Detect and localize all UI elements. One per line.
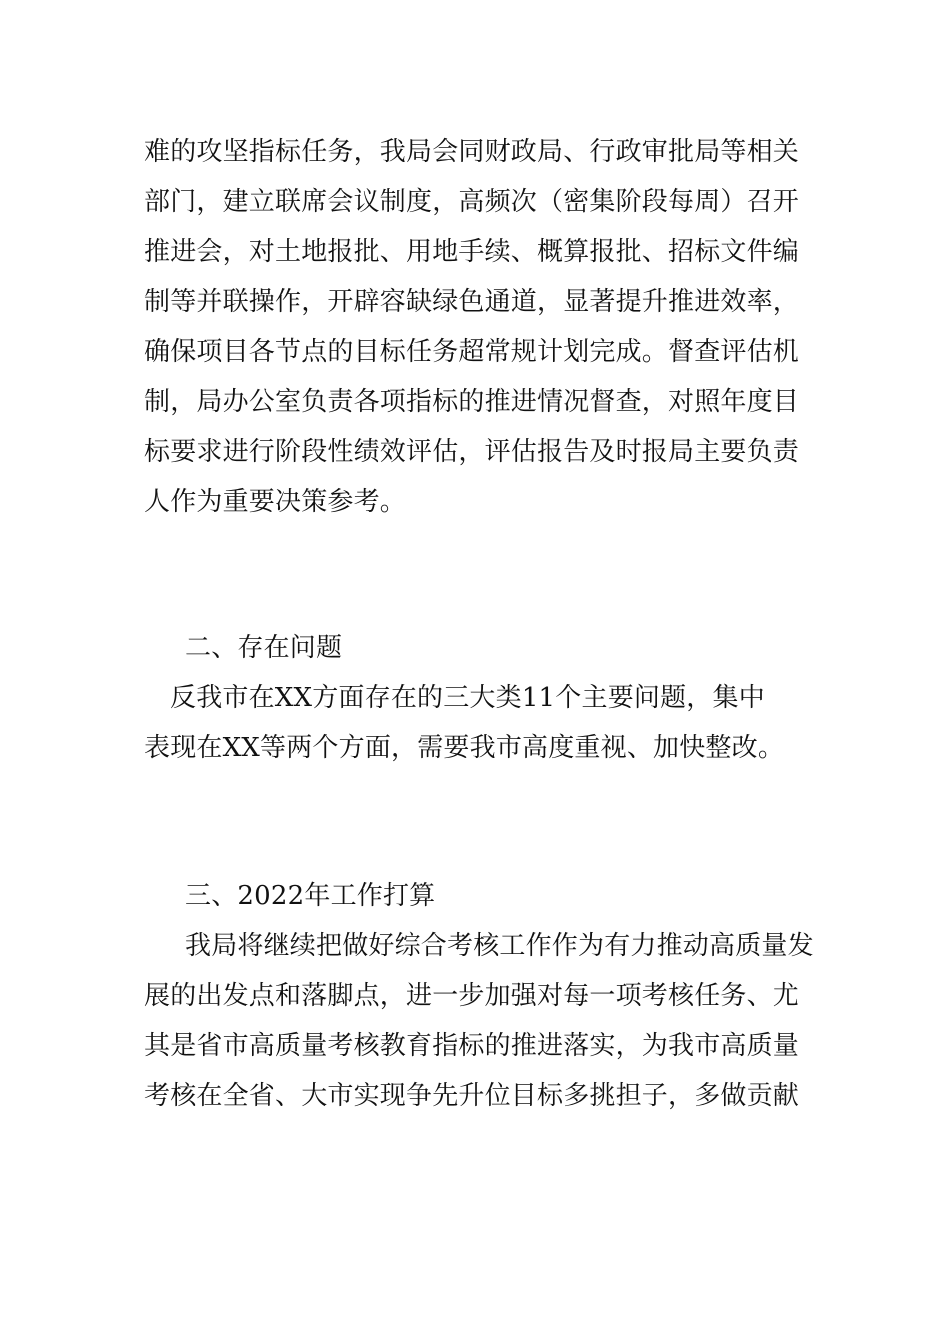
text-line: 制等并联操作，开辟容缺绿色通道，显著提升推进效率， xyxy=(144,287,800,317)
text-line: 标要求进行阶段性绩效评估，评估报告及时报局主要负责 xyxy=(144,437,800,467)
section-heading: 二、存在问题 xyxy=(185,633,343,663)
text-line: 确保项目各节点的目标任务超常规计划完成。督查评估机 xyxy=(144,337,800,367)
text-line: 其是省市高质量考核教育指标的推进落实，为我市高质量 xyxy=(144,1031,800,1061)
section-heading: 三、2022年工作打算 xyxy=(185,881,436,911)
text-line: 制，局办公室负责各项指标的推进情况督查，对照年度目 xyxy=(144,387,800,417)
text-line: 推进会，对土地报批、用地手续、概算报批、招标文件编 xyxy=(144,237,800,267)
text-line: 难的攻坚指标任务，我局会同财政局、行政审批局等相关 xyxy=(144,137,800,167)
text-line: 反我市在XX方面存在的三大类11个主要问题，集中 xyxy=(170,683,765,713)
text-line: 表现在XX等两个方面，需要我市高度重视、加快整改。 xyxy=(144,733,785,763)
text-line: 部门，建立联席会议制度，高频次（密集阶段每周）召开 xyxy=(144,187,800,217)
text-line: 考核在全省、大市实现争先升位目标多挑担子，多做贡献 xyxy=(144,1081,800,1111)
text-line: 人作为重要决策参考。 xyxy=(144,487,407,517)
text-line: 展的出发点和落脚点，进一步加强对每一项考核任务、尤 xyxy=(144,981,800,1011)
text-line: 我局将继续把做好综合考核工作作为有力推动高质量发 xyxy=(185,931,814,961)
